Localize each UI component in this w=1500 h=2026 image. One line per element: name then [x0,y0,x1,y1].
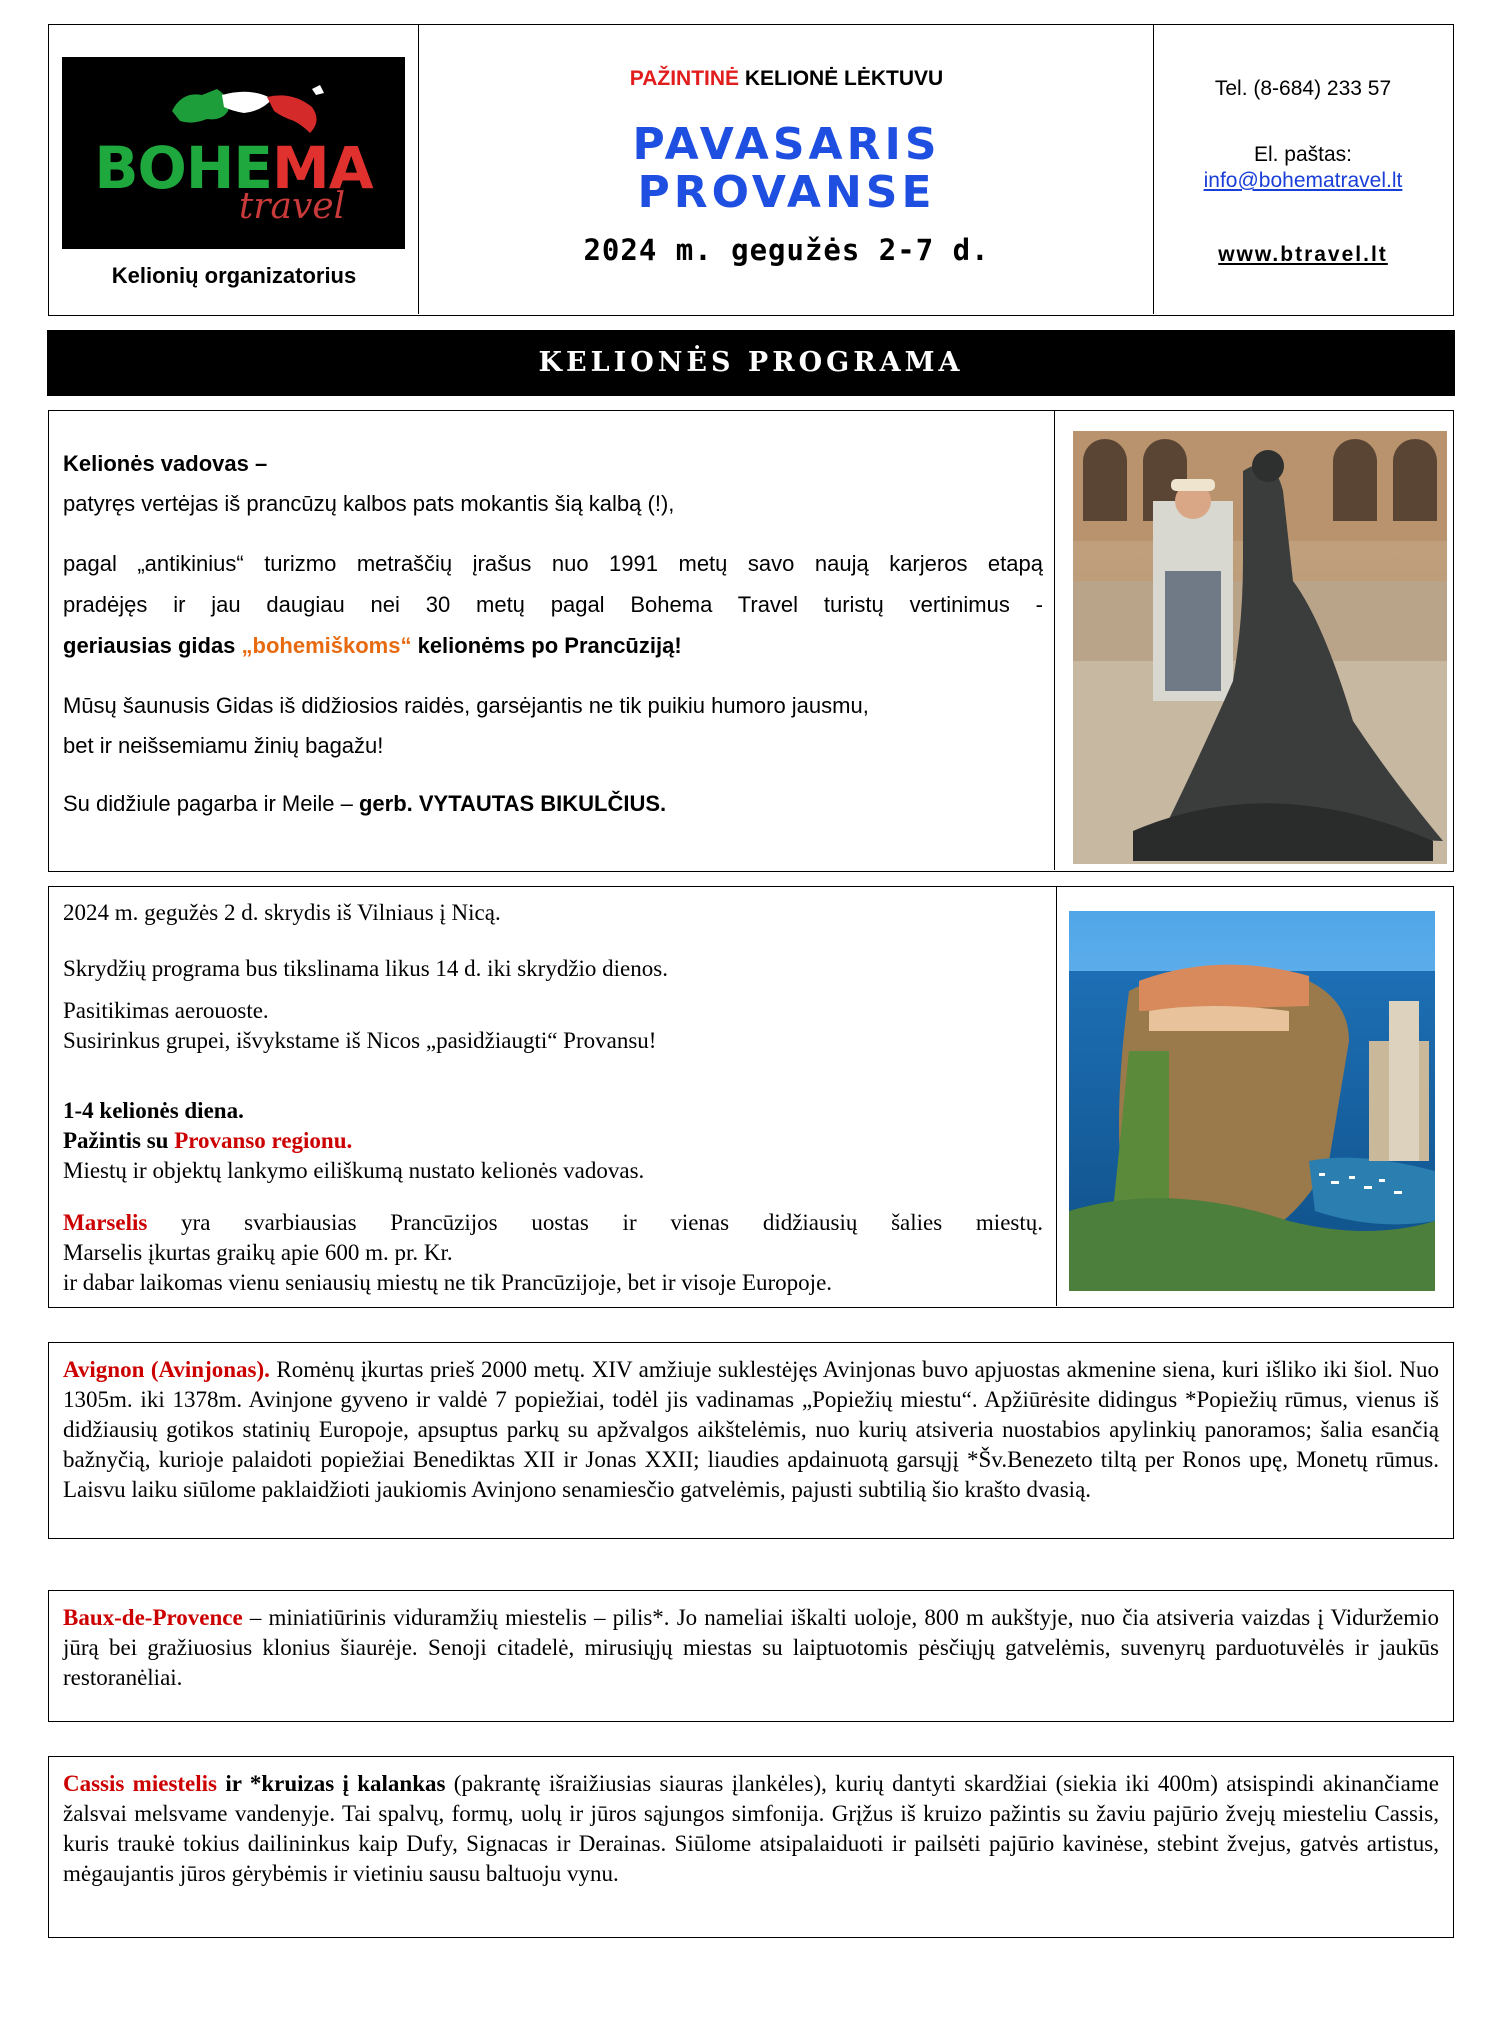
region-intro: Pažintis su Provanso regionu. [63,1128,353,1153]
guide-section [48,410,1454,872]
marseille-line3: ir dabar laikomas vienu seniausių miestų ne tik Prancūzijoje, bet ir visoje Europoje. [63,1270,833,1295]
title-cell [419,25,1154,314]
program-banner: KELIONĖS PROGRAMA [47,330,1455,396]
baux-paragraph: Baux-de-Provence – miniatiūrinis viduramžių miestelis – pilis*. Jo nameliai iškalti uoloje, 800 m aukštyje, nuo čia atsiveria vaizdas į Viduržemio jūrą bei gražiuosius klonius šiaurėje. Senoji citadelė, mirusiųjų miestas su laiptuotomis pėsčiųjų gatvelėmis, suvenyrų parduotuvėlės ir jaukūs restoranėliai. [48,1590,1454,1722]
flight-line: 2024 m. gegužės 2 d. skrydis iš Vilniaus į Nicą. [63,900,501,925]
logo-script: travel [238,186,346,227]
guide-line: Mūsų šaunusis Gidas iš didžiosios raidės, garsėjantis ne tik puikiu humoro jausmu, [63,693,869,718]
guide-statue-photo [1073,431,1447,864]
page-title-line2: PROVANSE [637,167,936,218]
cassis-paragraph: Cassis miestelis ir *kruizas į kalankas (pakrantę išraižiusias siauras įlankėles), kurių dantyti skardžiai (siekia iki 400m) atsispindi akinančiame žalsvai melsvame vandenyje. Tai spalvų, formų, uolų ir jūros sąjungos simfonija. Grįžus iš kruizo pažintis su žaviu pajūrio žvejų miesteliu Cassis, kuris traukė tokius dailininkus kaip Dufy, Signacas ir Derainas. Siūlome atsipalaiduoti ir pailsėti pajūrio kavinėse, stebint žvejus, gatvės artistus, mėgaujantis jūros gėrybėmis ir vietiniu sausu baltuoju vynu. [48,1756,1454,1938]
header [48,24,1454,316]
order-note: Miestų ir objektų lankymo eiliškumą nustato kelionės vadovas. [63,1158,645,1183]
schedule-note: Skrydžių programa bus tikslinama likus 14 d. iki skrydžio dienos. [63,956,668,981]
guide-text [49,411,1055,870]
marseille-line1: Marselis yra svarbiausias Prancūzijos uostas ir vienas didžiausių šalies miestų. [63,1210,1043,1235]
guide-line: pagal „antikinius“ turizmo metraščių įrašus nuo 1991 metų savo naują karjeros etapą [63,551,1043,576]
guide-heading: Kelionės vadovas – [63,451,268,476]
guide-line: pradėjęs ir jau daugiau nei 30 metų pagal Bohema Travel turistų vertinimus - [63,592,1043,617]
guide-line: patyręs vertėjas iš prancūzų kalbos pats mokantis šią kalbą (!), [63,491,675,516]
logo-wordmark: BOHEMA [94,134,373,202]
italy-map-icon [162,81,332,139]
day-section [48,886,1454,1308]
marseille-line2: Marselis įkurtas graikų apie 600 m. pr. Kr. [63,1240,453,1265]
trip-dates: 2024 m. gegužės 2-7 d. [583,233,990,267]
guide-line: bet ir neišsemiamu žinių bagažu! [63,733,384,758]
monaco-coast-photo [1069,911,1435,1291]
airport-line: Pasitikimas aerouoste. [63,998,269,1023]
contact-cell [1154,25,1452,314]
bohema-travel-logo[interactable] [62,57,405,249]
days-heading: 1-4 kelionės diena. [63,1098,244,1123]
logo-cell [49,25,419,314]
organizer-label: Kelionių organizatorius [111,263,357,288]
website-link[interactable]: www.btravel.lt [1218,243,1388,266]
phone-number: Tel. (8-684) 233 57 [1214,77,1392,100]
guide-dedication: Su didžiule pagarba ir Meile – gerb. VYTAUTAS BIKULČIUS. [63,791,667,816]
depart-line: Susirinkus grupei, išvykstame iš Nicos „pasidžiaugti“ Provansu! [63,1028,657,1053]
day-text [49,887,1057,1306]
avignon-paragraph: Avignon (Avinjonas). Romėnų įkurtas prieš 2000 metų. XIV amžiuje suklestėjęs Avinjonas buvo apjuostas akmenine siena, kuri išliko iki šiol. Nuo 1305m. iki 1378m. Avinjone gyveno ir valdė 7 popiežiai, todėl jis vadinamas „Popiežių miestu“. Apžiūrėsite didingus *Popiežių rūmus, vienus iš didžiausių gotikos statinių Europoje, apsuptus parkų su apžvalgos aikštelėmis, nuo kurių atsiveria nuostabios apylinkių panoramos; šalia esančią bažnyčią, kurioje palaidoti popiežiai Benediktas XII ir Jonas XXII; liaudies apdainuotą garsųjį *Šv.Benezeto tiltą per Ronos upę, Monetų rūmus. Laisvu laiku siūlome paklaidžioti jaukiomis Avinjono senamiesčio gatvelėmis, pajusti subtilią šio krašto dvasią. [48,1342,1454,1539]
trip-type: PAŽINTINĖ KELIONĖ LĖKTUVU [629,67,944,90]
guide-best-line: geriausias gidas „bohemiškoms“ kelionėms po Prancūziją! [63,633,682,658]
email-link[interactable]: info@bohematravel.lt [1203,169,1403,192]
page-title-line1: PAVASARIS [632,119,941,170]
email-label: El. paštas: [1253,143,1353,166]
